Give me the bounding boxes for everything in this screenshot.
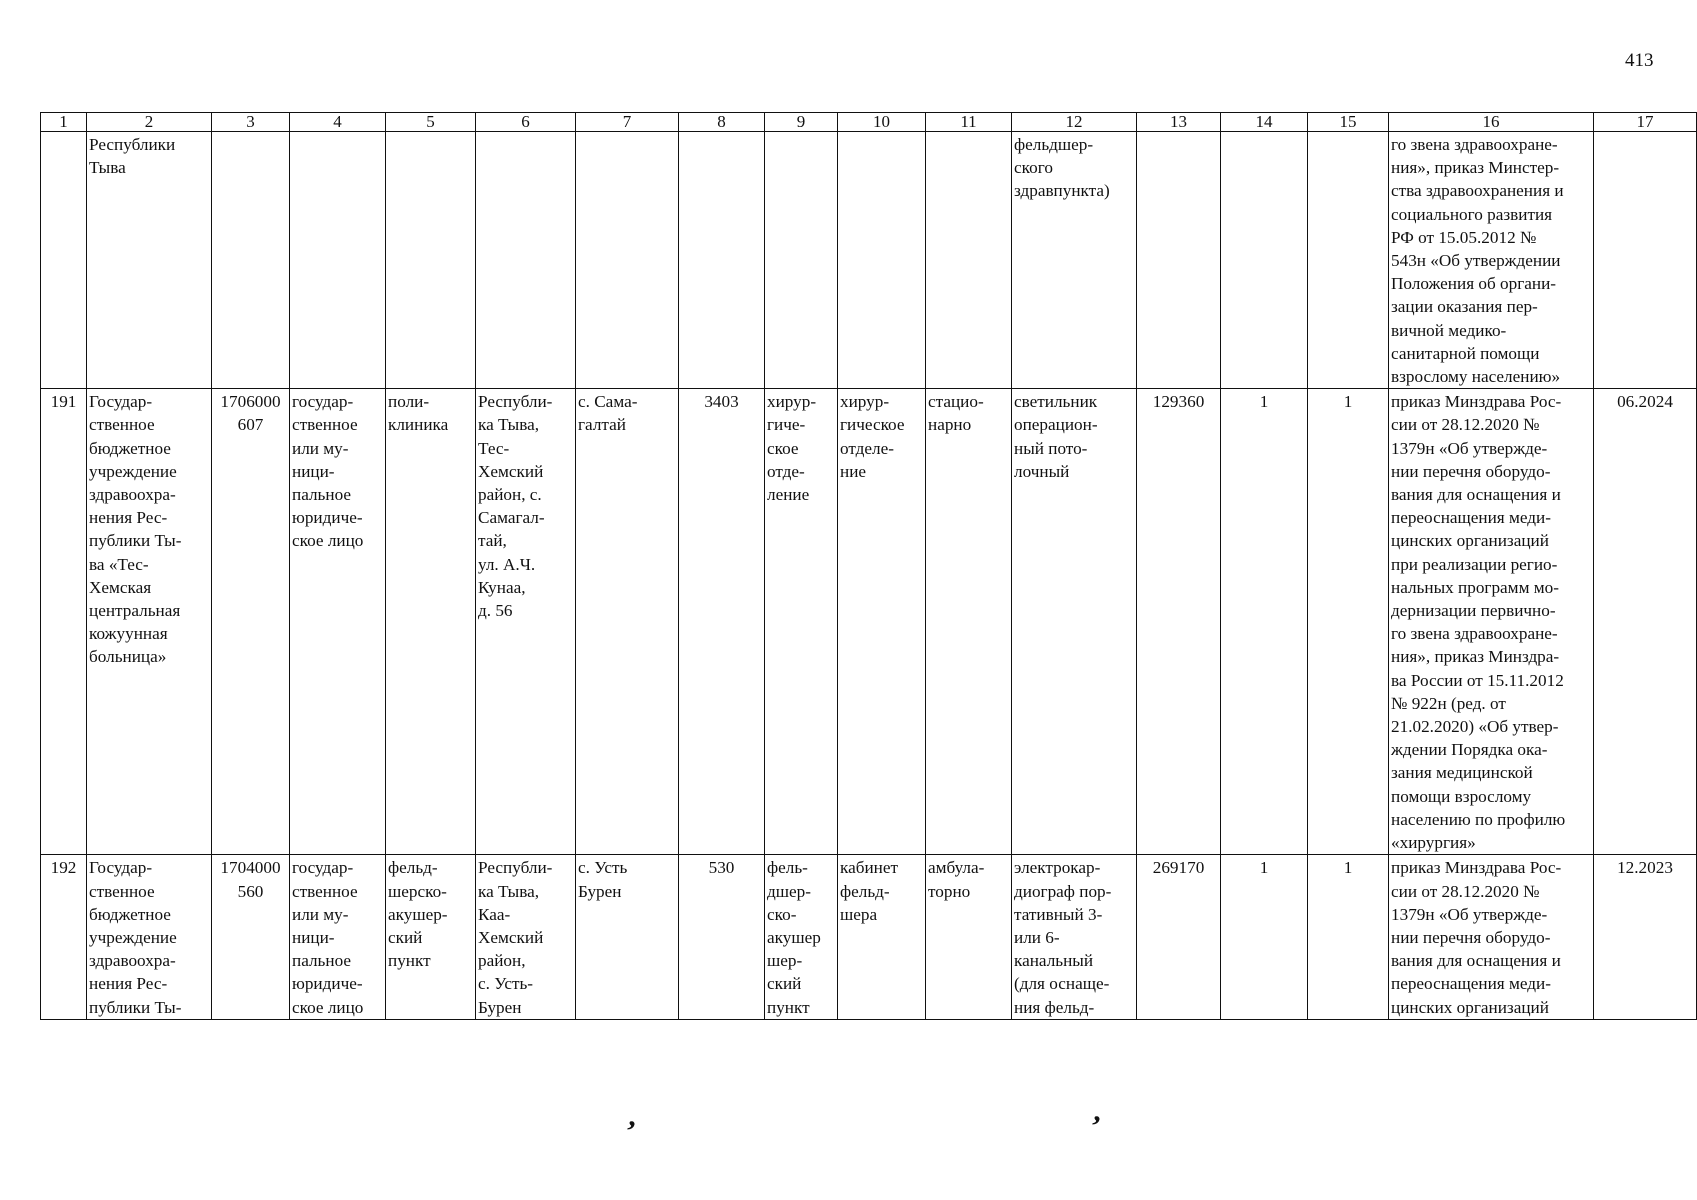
column-number: 11 xyxy=(926,113,1012,132)
column-number: 7 xyxy=(576,113,679,132)
column-number: 16 xyxy=(1389,113,1594,132)
column-number: 15 xyxy=(1308,113,1389,132)
column-number: 14 xyxy=(1221,113,1308,132)
cell-settlement: с. Усть Бурен xyxy=(576,855,679,1019)
cell-qty-15: 1 xyxy=(1308,389,1389,855)
cell-qty-15: 1 xyxy=(1308,855,1389,1019)
cell-row-number: 192 xyxy=(41,855,87,1019)
cell-population: 3403 xyxy=(679,389,765,855)
column-number: 1 xyxy=(41,113,87,132)
cell-unit: хирур- гическое отделе- ние xyxy=(838,389,926,855)
cell-department: фель- дшер- ско- акушер шер- ский пункт xyxy=(765,855,838,1019)
cell-qty-14 xyxy=(1221,132,1308,389)
cell-legal-basis: приказ Минздрава Рос- сии от 28.12.2020 № 1379н «Об утвержде- нии перечня оборудо- вания для оснащения и переоснащения меди- цинских организаций xyxy=(1389,855,1594,1019)
cell-equipment: светильник операцион- ный пото- лочный xyxy=(1012,389,1137,855)
column-number: 4 xyxy=(290,113,386,132)
cell-population xyxy=(679,132,765,389)
cell-date xyxy=(1594,132,1697,389)
cell-date: 06.2024 xyxy=(1594,389,1697,855)
cell-equipment: фельдшер- ского здравпункта) xyxy=(1012,132,1137,389)
cell-code: 1706000 607 xyxy=(212,389,290,855)
column-number: 10 xyxy=(838,113,926,132)
cell-address: Республи- ка Тыва, Каа- Хемский район, с. Усть- Бурен xyxy=(476,855,576,1019)
cell-code: 1704000 560 xyxy=(212,855,290,1019)
column-number: 6 xyxy=(476,113,576,132)
column-number: 17 xyxy=(1594,113,1697,132)
cell-code-13: 129360 xyxy=(1137,389,1221,855)
column-number-row xyxy=(41,113,1697,132)
cell-department: хирур- гиче- ское отде- ление xyxy=(765,389,838,855)
cell-address: Республи- ка Тыва, Тес- Хемский район, с. Самагал- тай, ул. А.Ч. Кунаа, д. 56 xyxy=(476,389,576,855)
equipment-table xyxy=(40,112,1697,1020)
cell-address xyxy=(476,132,576,389)
cell-equipment: электрокар- диограф пор- тативный 3- или 6- канальный (для оснаще- ния фельд- xyxy=(1012,855,1137,1019)
cell-institution: Государ- ственное бюджетное учреждение здравоохра- нения Рес- публики Ты- xyxy=(87,855,212,1019)
cell-institution: Государ- ственное бюджетное учреждение здравоохра- нения Рес- публики Ты- ва «Тес- Хемская центральная кожуунная больница» xyxy=(87,389,212,855)
cell-qty-14: 1 xyxy=(1221,389,1308,855)
cell-care-mode xyxy=(926,132,1012,389)
column-number: 13 xyxy=(1137,113,1221,132)
page-number: 413 xyxy=(1625,50,1654,71)
cell-legal-form: государ- ственное или му- ници- пальное юридиче- ское лицо xyxy=(290,389,386,855)
cell-facility-type: фельд- шерско- акушер- ский пункт xyxy=(386,855,476,1019)
cell-institution: Республики Тыва xyxy=(87,132,212,389)
cell-population: 530 xyxy=(679,855,765,1019)
table-row xyxy=(41,855,1697,1019)
cell-legal-basis: го звена здравоохране- ния», приказ Минстер- ства здравоохранения и социального развития РФ от 15.05.2012 № 543н «Об утверждении Положения об органи- зации оказания пер- вичной медико- санитарной помощи взрослому населению» xyxy=(1389,132,1594,389)
column-number: 12 xyxy=(1012,113,1137,132)
cell-legal-basis: приказ Минздрава Рос- сии от 28.12.2020 № 1379н «Об утвержде- нии перечня оборудо- вания для оснащения и переоснащения меди- цинских организаций при реализации регио- нальных программ мо- дернизации первично- го звена здравоохране- ния», приказ Минздра- ва России от 15.11.2012 № 922н (ред. от 21.02.2020) «Об утвер- ждении Порядка ока- зания медицинской помощи взрослому населению по профилю «хирургия» xyxy=(1389,389,1594,855)
column-number: 3 xyxy=(212,113,290,132)
cell-care-mode: стацио- нарно xyxy=(926,389,1012,855)
cell-qty-15 xyxy=(1308,132,1389,389)
cell-code xyxy=(212,132,290,389)
cell-facility-type xyxy=(386,132,476,389)
cell-settlement xyxy=(576,132,679,389)
cell-legal-form: государ- ственное или му- ници- пальное юридиче- ское лицо xyxy=(290,855,386,1019)
cell-care-mode: амбула- торно xyxy=(926,855,1012,1019)
cell-department xyxy=(765,132,838,389)
cell-date: 12.2023 xyxy=(1594,855,1697,1019)
cell-legal-form xyxy=(290,132,386,389)
table-row xyxy=(41,389,1697,855)
column-number: 2 xyxy=(87,113,212,132)
cell-code-13: 269170 xyxy=(1137,855,1221,1019)
cell-code-13 xyxy=(1137,132,1221,389)
column-number: 9 xyxy=(765,113,838,132)
cell-unit xyxy=(838,132,926,389)
cell-qty-14: 1 xyxy=(1221,855,1308,1019)
table-row-continuation xyxy=(41,132,1697,389)
scan-mark: ’ xyxy=(1086,1109,1104,1144)
cell-row-number xyxy=(41,132,87,389)
cell-settlement: с. Сама- галтай xyxy=(576,389,679,855)
cell-unit: кабинет фельд- шера xyxy=(838,855,926,1019)
scan-mark: ’ xyxy=(621,1114,639,1149)
cell-row-number: 191 xyxy=(41,389,87,855)
cell-facility-type: поли- клиника xyxy=(386,389,476,855)
column-number: 8 xyxy=(679,113,765,132)
column-number: 5 xyxy=(386,113,476,132)
